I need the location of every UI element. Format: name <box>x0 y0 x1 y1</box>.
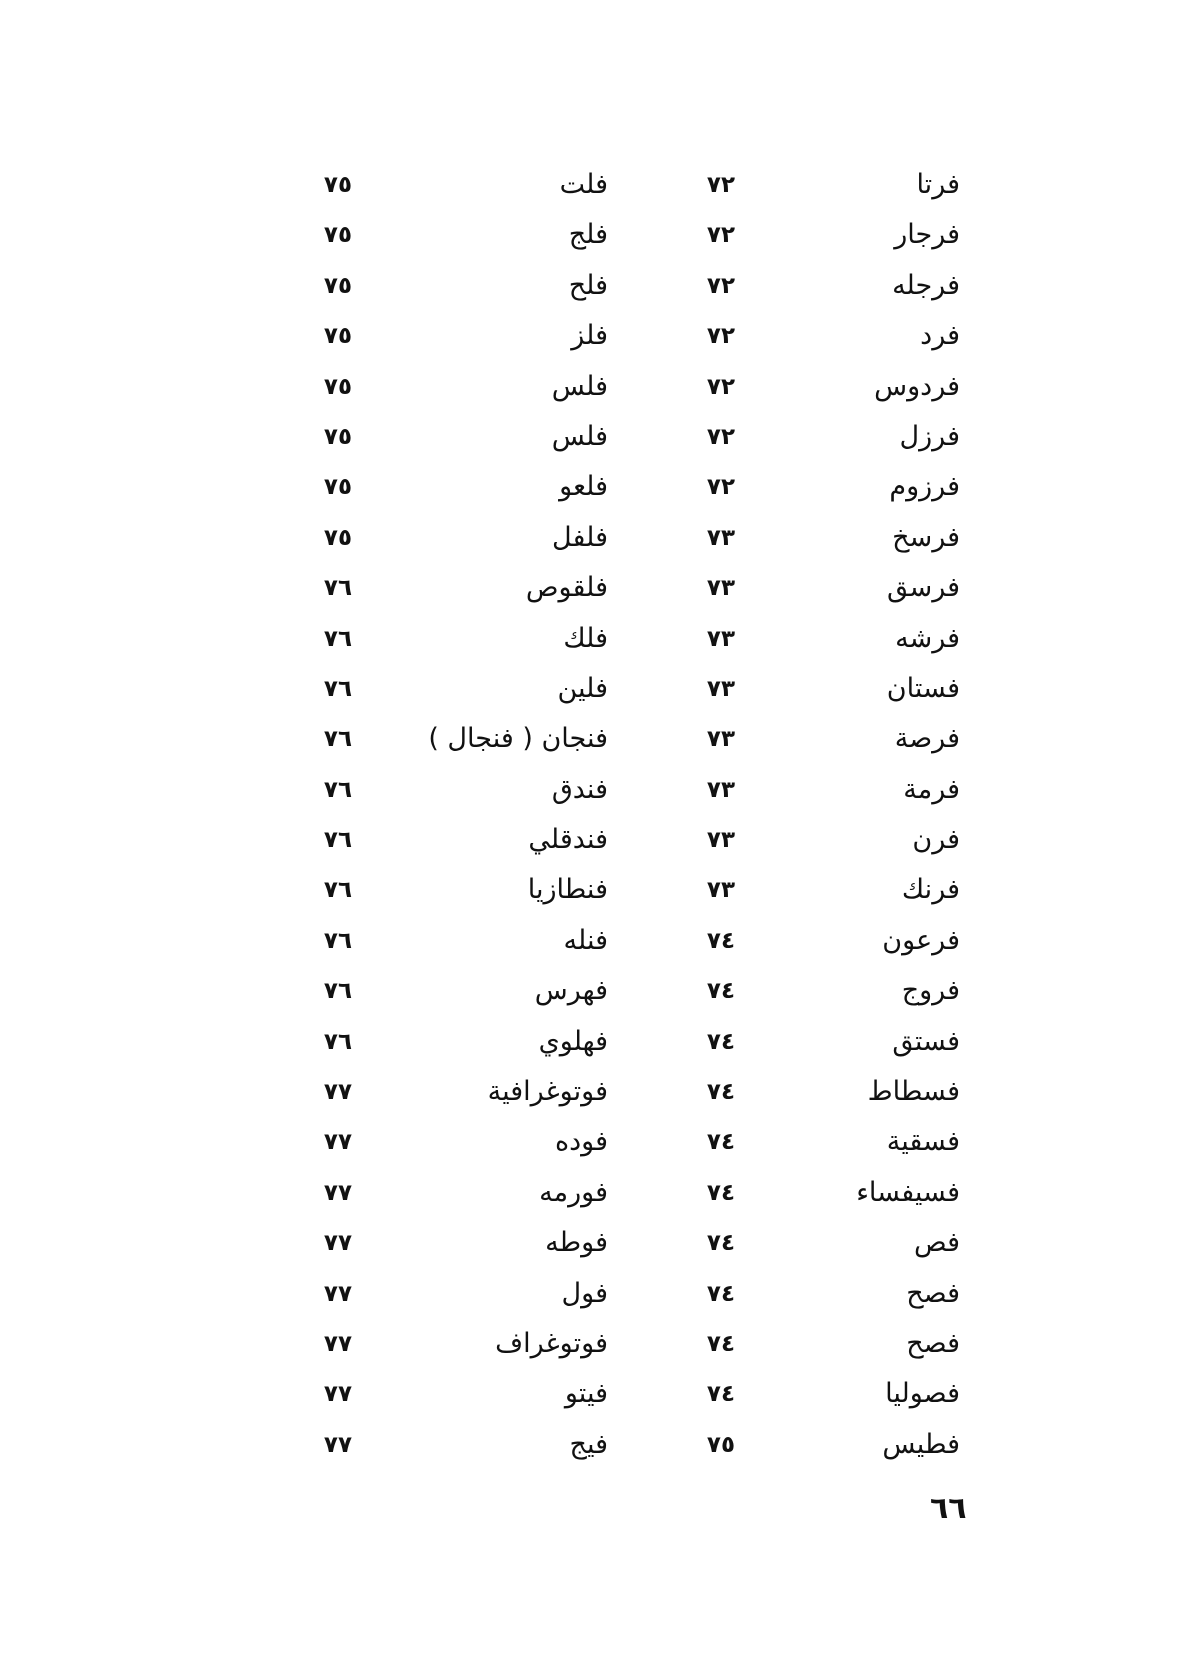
index-table <box>250 160 980 1470</box>
index-row <box>250 462 980 512</box>
index-term-left: فلس <box>551 370 608 402</box>
page-ref-right: ٧٣ <box>706 827 735 854</box>
index-row <box>250 563 980 613</box>
index-row <box>250 1319 980 1369</box>
page-number: ٦٦ <box>930 1491 967 1526</box>
page-ref-right: ٧٤ <box>706 1381 735 1408</box>
index-term-left: فيج <box>569 1428 608 1460</box>
page-ref-left: ٧٥ <box>323 423 352 450</box>
index-term-left: فلس <box>551 420 608 452</box>
page-ref-right: ٧٤ <box>706 1028 735 1055</box>
page-ref-right: ٧٢ <box>706 323 735 350</box>
index-term-left: فنجان ( فنجال ) <box>428 723 608 755</box>
page-ref-right: ٧٤ <box>706 1330 735 1357</box>
index-term-right: فردوس <box>874 370 960 402</box>
index-term-right: فصوليا <box>885 1378 960 1410</box>
page-ref-right: ٧٤ <box>706 978 735 1005</box>
index-row <box>250 261 980 311</box>
page-ref-left: ٧٦ <box>323 726 352 753</box>
index-term-right: فرعون <box>882 924 960 956</box>
index-row <box>250 1218 980 1268</box>
page-ref-left: ٧٧ <box>323 1230 352 1257</box>
index-term-right: فسقية <box>886 1126 960 1158</box>
index-term-right: فرد <box>920 320 960 352</box>
index-row <box>250 210 980 260</box>
index-term-left: فندق <box>551 773 608 805</box>
index-term-right: فرجله <box>892 269 960 301</box>
page-ref-left: ٧٥ <box>323 272 352 299</box>
page-ref-left: ٧٦ <box>323 675 352 702</box>
page-ref-left: ٧٦ <box>323 625 352 652</box>
index-row <box>250 664 980 714</box>
index-term-right: فسيفساء <box>856 1176 960 1208</box>
page-ref-left: ٧٥ <box>323 524 352 551</box>
index-row <box>250 614 980 664</box>
index-term-left: فلفل <box>552 521 608 553</box>
page-ref-left: ٧٧ <box>323 1381 352 1408</box>
index-term-left: فلج <box>568 219 608 251</box>
page-ref-left: ٧٦ <box>323 776 352 803</box>
page-ref-left: ٧٥ <box>323 222 352 249</box>
index-term-right: فرمة <box>903 773 960 805</box>
index-term-right: فسطاط <box>867 1076 960 1108</box>
index-term-left: فهرس <box>534 975 608 1007</box>
index-term-left: فول <box>561 1277 608 1309</box>
index-term-left: فهلوي <box>538 1025 608 1057</box>
page-ref-right: ٧٢ <box>706 373 735 400</box>
page-ref-right: ٧٢ <box>706 272 735 299</box>
index-term-right: فص <box>914 1227 960 1259</box>
index-term-right: فرن <box>912 824 960 856</box>
page-ref-right: ٧٥ <box>706 1431 735 1458</box>
index-row <box>250 765 980 815</box>
index-row <box>250 714 980 764</box>
index-row <box>250 966 980 1016</box>
page-ref-left: ٧٥ <box>323 323 352 350</box>
index-term-right: فستق <box>892 1025 960 1057</box>
index-term-right: فرنك <box>901 874 960 906</box>
index-term-right: فصح <box>906 1327 960 1359</box>
index-term-right: فرسخ <box>892 521 960 553</box>
index-term-right: فستان <box>886 672 960 704</box>
index-term-right: فطيس <box>882 1428 960 1460</box>
index-term-left: فلعو <box>559 471 608 503</box>
index-term-left: فنله <box>563 924 608 956</box>
page-ref-left: ٧٦ <box>323 1028 352 1055</box>
index-term-left: فلت <box>559 169 608 200</box>
index-row <box>250 815 980 865</box>
index-term-left: فوتوغرافية <box>487 1076 608 1108</box>
index-term-right: فرتا <box>916 169 960 200</box>
index-term-left: فلز <box>571 320 608 352</box>
page-ref-right: ٧٣ <box>706 625 735 652</box>
page-ref-left: ٧٦ <box>323 575 352 602</box>
index-term-left: فورمه <box>539 1176 608 1208</box>
index-term-right: فرصة <box>894 723 960 755</box>
page-ref-right: ٧٤ <box>706 927 735 954</box>
index-row <box>250 362 980 412</box>
index-term-left: فوتوغراف <box>495 1327 608 1359</box>
page-ref-right: ٧٣ <box>706 524 735 551</box>
index-row <box>250 412 980 462</box>
index-row <box>250 1269 980 1319</box>
page-ref-right: ٧٣ <box>706 877 735 904</box>
page-ref-left: ٧٦ <box>323 827 352 854</box>
index-term-left: فلين <box>557 672 608 704</box>
page-ref-right: ٧٤ <box>706 1179 735 1206</box>
page-ref-left: ٧٦ <box>323 978 352 1005</box>
index-row <box>250 1017 980 1067</box>
page-ref-left: ٧٦ <box>323 927 352 954</box>
index-term-left: فوطه <box>545 1227 608 1259</box>
page-ref-right: ٧٢ <box>706 222 735 249</box>
page-ref-right: ٧٢ <box>706 423 735 450</box>
index-row <box>250 1117 980 1167</box>
page-ref-left: ٧٥ <box>323 373 352 400</box>
page-ref-right: ٧٤ <box>706 1129 735 1156</box>
page-ref-right: ٧٢ <box>706 474 735 501</box>
page-ref-right: ٧٢ <box>706 172 735 198</box>
page-ref-right: ٧٤ <box>706 1280 735 1307</box>
page-ref-left: ٧٦ <box>323 877 352 904</box>
index-row <box>250 1420 980 1470</box>
page-ref-right: ٧٣ <box>706 575 735 602</box>
index-term-right: فرزوم <box>889 471 960 503</box>
page-ref-right: ٧٤ <box>706 1079 735 1106</box>
index-term-right: فرسق <box>887 572 960 604</box>
page-ref-left: ٧٧ <box>323 1179 352 1206</box>
index-term-right: فرجار <box>894 219 960 251</box>
page-ref-right: ٧٣ <box>706 776 735 803</box>
index-term-right: فصح <box>906 1277 960 1309</box>
page-ref-left: ٧٧ <box>323 1129 352 1156</box>
index-term-left: فلح <box>568 269 608 301</box>
index-term-right: فرزل <box>899 420 960 452</box>
index-row <box>250 865 980 915</box>
index-row <box>250 916 980 966</box>
index-term-right: فرشه <box>895 622 960 654</box>
index-term-left: فلقوص <box>525 572 608 604</box>
index-row <box>250 160 980 210</box>
index-term-left: فلك <box>563 622 608 654</box>
page-ref-left: ٧٥ <box>323 474 352 501</box>
index-term-left: فنطازيا <box>527 874 608 906</box>
index-term-left: فوده <box>554 1126 608 1158</box>
index-term-left: فندقلي <box>528 824 608 856</box>
index-row <box>250 1067 980 1117</box>
index-row <box>250 311 980 361</box>
page-ref-right: ٧٣ <box>706 726 735 753</box>
index-term-right: فروج <box>901 975 960 1007</box>
index-row <box>250 1369 980 1419</box>
page-ref-left: ٧٧ <box>323 1431 352 1458</box>
page-ref-left: ٧٧ <box>323 1280 352 1307</box>
index-row <box>250 513 980 563</box>
page-ref-left: ٧٥ <box>323 172 352 198</box>
index-term-left: فيتو <box>564 1378 608 1410</box>
page-ref-right: ٧٤ <box>706 1230 735 1257</box>
page-ref-right: ٧٣ <box>706 675 735 702</box>
page-ref-left: ٧٧ <box>323 1079 352 1106</box>
index-row <box>250 1168 980 1218</box>
page-ref-left: ٧٧ <box>323 1330 352 1357</box>
